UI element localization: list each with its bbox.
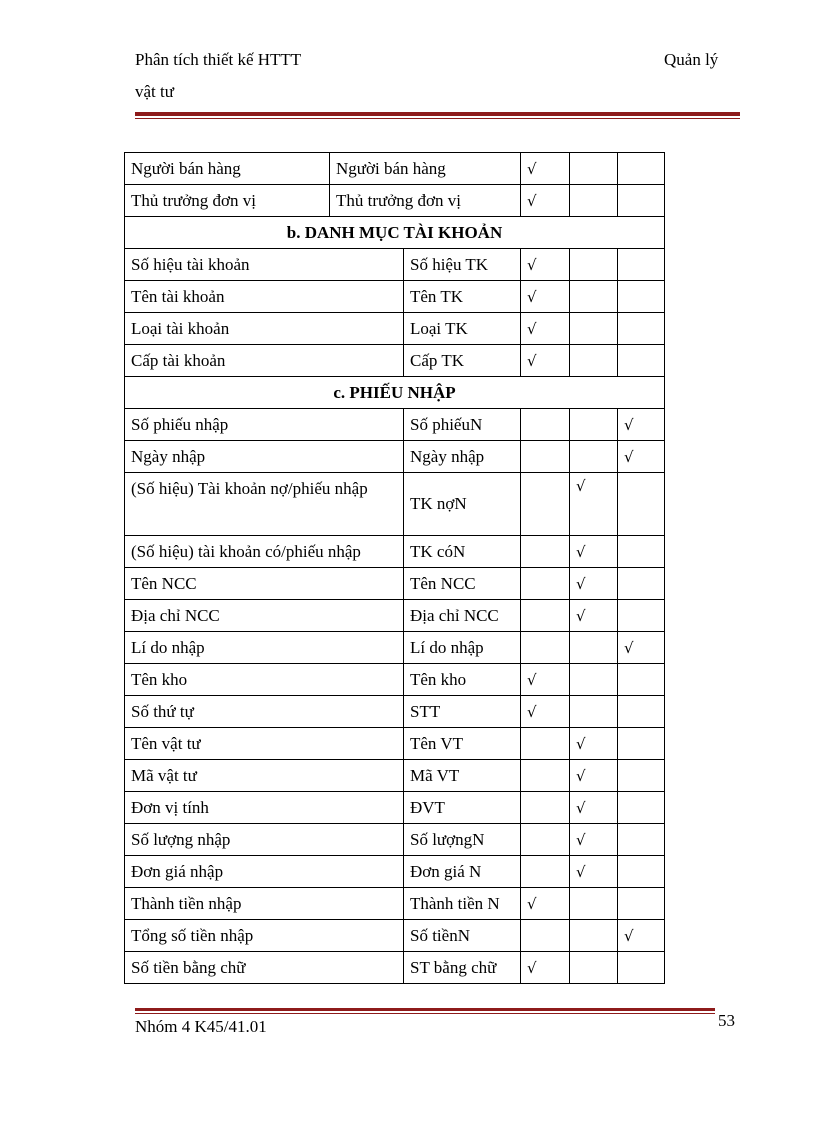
footer-divider	[135, 1008, 715, 1014]
check-cell-c2	[570, 920, 618, 952]
table-row	[125, 281, 665, 313]
check-cell-c3	[618, 345, 665, 377]
table-row	[125, 920, 665, 952]
check-cell-c3	[618, 952, 665, 984]
table-row	[125, 600, 665, 632]
check-cell-c1: √	[521, 696, 570, 728]
check-cell-c2: √	[570, 856, 618, 888]
table-row	[125, 536, 665, 568]
check-cell-c2: √	[570, 824, 618, 856]
check-cell-c1	[521, 824, 570, 856]
data-dictionary-table	[124, 152, 665, 984]
table-row	[125, 824, 665, 856]
attribute-name-cell: Tên vật tư	[125, 728, 404, 760]
header-title-continued: vật tư	[135, 82, 174, 101]
check-cell-c3	[618, 728, 665, 760]
field-name-cell: Số lượngN	[404, 824, 521, 856]
check-cell-c2: √	[570, 728, 618, 760]
check-cell-c3	[618, 249, 665, 281]
field-name-cell: TK nợN	[404, 473, 521, 536]
check-cell-c1	[521, 632, 570, 664]
check-cell-c1	[521, 568, 570, 600]
check-cell-c2: √	[570, 600, 618, 632]
check-cell-c1: √	[521, 345, 570, 377]
check-cell-c2: √	[570, 760, 618, 792]
field-name-cell: Mã VT	[404, 760, 521, 792]
section-heading-accounts: b. DANH MỤC TÀI KHOẢN	[125, 217, 665, 249]
check-cell-c1	[521, 409, 570, 441]
attribute-name-cell: Số tiền bằng chữ	[125, 952, 404, 984]
table-row	[125, 728, 665, 760]
field-name-cell: Lí do nhập	[404, 632, 521, 664]
field-name-cell: Số tiềnN	[404, 920, 521, 952]
table-row	[125, 345, 665, 377]
attribute-name-cell: (Số hiệu) Tài khoản nợ/phiếu nhập	[125, 473, 404, 536]
section-row	[125, 377, 665, 409]
field-name-cell: Số phiếuN	[404, 409, 521, 441]
attribute-name-cell: Số thứ tự	[125, 696, 404, 728]
header-right-text: Quản lý	[664, 50, 719, 69]
check-cell-c1	[521, 600, 570, 632]
check-cell-c3	[618, 536, 665, 568]
attribute-name-cell: Tên tài khoản	[125, 281, 404, 313]
check-cell-c2	[570, 281, 618, 313]
page-number: 53	[718, 1011, 735, 1030]
attribute-name-cell: Thành tiền nhập	[125, 888, 404, 920]
check-cell-c2	[570, 441, 618, 473]
field-name-cell: Loại TK	[404, 313, 521, 345]
attribute-name-cell: Số phiếu nhập	[125, 409, 404, 441]
field-name-cell: Địa chỉ NCC	[404, 600, 521, 632]
table-row	[125, 664, 665, 696]
attribute-name-cell: Loại tài khoản	[125, 313, 404, 345]
check-cell-c2	[570, 409, 618, 441]
check-cell-c1: √	[521, 888, 570, 920]
check-cell-c1	[521, 728, 570, 760]
attribute-name-cell: Cấp tài khoản	[125, 345, 404, 377]
check-cell-c1: √	[521, 153, 570, 185]
check-cell-c3	[618, 185, 665, 217]
check-cell-c3	[618, 664, 665, 696]
check-cell-c1: √	[521, 249, 570, 281]
field-name-cell: Ngày nhập	[404, 441, 521, 473]
check-cell-c2	[570, 249, 618, 281]
attribute-name-cell: Lí do nhập	[125, 632, 404, 664]
field-name-cell: Tên VT	[404, 728, 521, 760]
check-cell-c2	[570, 952, 618, 984]
check-cell-c1	[521, 792, 570, 824]
table-row	[125, 249, 665, 281]
check-cell-c3	[618, 281, 665, 313]
field-name-cell: Thủ trưởng đơn vị	[330, 185, 521, 217]
field-name-cell: Tên kho	[404, 664, 521, 696]
section-row	[125, 217, 665, 249]
field-name-cell: Cấp TK	[404, 345, 521, 377]
check-cell-c1: √	[521, 313, 570, 345]
field-name-cell: ĐVT	[404, 792, 521, 824]
check-cell-c2: √	[570, 536, 618, 568]
check-cell-c2	[570, 888, 618, 920]
footer-group: Nhóm 4 K45/41.01	[135, 1017, 267, 1036]
attribute-name-cell: Tổng số tiền nhập	[125, 920, 404, 952]
field-name-cell: TK cóN	[404, 536, 521, 568]
check-cell-c3	[618, 760, 665, 792]
section-heading-receipt: c. PHIẾU NHẬP	[125, 377, 665, 409]
table-row	[125, 632, 665, 664]
field-name-cell: ST bằng chữ	[404, 952, 521, 984]
check-cell-c1	[521, 920, 570, 952]
attribute-name-cell: Số lượng nhập	[125, 824, 404, 856]
check-cell-c3	[618, 313, 665, 345]
check-cell-c1	[521, 536, 570, 568]
field-name-cell: Tên NCC	[404, 568, 521, 600]
check-cell-c3: √	[618, 409, 665, 441]
check-cell-c3: √	[618, 920, 665, 952]
field-name-cell: Người bán hàng	[330, 153, 521, 185]
attribute-name-cell: Tên NCC	[125, 568, 404, 600]
attribute-name-cell: Thủ trưởng đơn vị	[125, 185, 330, 217]
table-row	[125, 792, 665, 824]
attribute-name-cell: Số hiệu tài khoản	[125, 249, 404, 281]
table-row	[125, 313, 665, 345]
header-title: Phân tích thiết kế HTTT	[135, 50, 302, 69]
check-cell-c1	[521, 441, 570, 473]
check-cell-c3	[618, 153, 665, 185]
check-cell-c2: √	[570, 473, 618, 536]
field-name-cell: Tên TK	[404, 281, 521, 313]
check-cell-c2: √	[570, 792, 618, 824]
check-cell-c2	[570, 345, 618, 377]
table-row	[125, 185, 665, 217]
attribute-name-cell: Tên kho	[125, 664, 404, 696]
attribute-name-cell: Đơn giá nhập	[125, 856, 404, 888]
table-row	[125, 952, 665, 984]
check-cell-c2	[570, 313, 618, 345]
table-row	[125, 696, 665, 728]
check-cell-c3	[618, 792, 665, 824]
check-cell-c1	[521, 473, 570, 536]
check-cell-c3	[618, 888, 665, 920]
check-cell-c1	[521, 760, 570, 792]
check-cell-c2	[570, 632, 618, 664]
field-name-cell: Đơn giá N	[404, 856, 521, 888]
table-row	[125, 441, 665, 473]
table-row	[125, 473, 665, 536]
field-name-cell: STT	[404, 696, 521, 728]
table-row	[125, 153, 665, 185]
check-cell-c3	[618, 856, 665, 888]
table-row	[125, 409, 665, 441]
check-cell-c1: √	[521, 664, 570, 696]
field-name-cell: Thành tiền N	[404, 888, 521, 920]
check-cell-c1: √	[521, 185, 570, 217]
check-cell-c1: √	[521, 281, 570, 313]
check-cell-c2	[570, 696, 618, 728]
table-row	[125, 888, 665, 920]
check-cell-c1: √	[521, 952, 570, 984]
check-cell-c3	[618, 696, 665, 728]
attribute-name-cell: Đơn vị tính	[125, 792, 404, 824]
check-cell-c2: √	[570, 568, 618, 600]
field-name-cell: Số hiệu TK	[404, 249, 521, 281]
check-cell-c3	[618, 568, 665, 600]
check-cell-c3	[618, 473, 665, 536]
check-cell-c2	[570, 153, 618, 185]
attribute-name-cell: (Số hiệu) tài khoản có/phiếu nhập	[125, 536, 404, 568]
attribute-name-cell: Ngày nhập	[125, 441, 404, 473]
table-row	[125, 856, 665, 888]
check-cell-c3	[618, 824, 665, 856]
check-cell-c3: √	[618, 441, 665, 473]
check-cell-c1	[521, 856, 570, 888]
check-cell-c2	[570, 664, 618, 696]
header-divider	[135, 112, 740, 119]
table-row	[125, 760, 665, 792]
attribute-name-cell: Mã vật tư	[125, 760, 404, 792]
table-row	[125, 568, 665, 600]
check-cell-c3	[618, 600, 665, 632]
check-cell-c3: √	[618, 632, 665, 664]
attribute-name-cell: Người bán hàng	[125, 153, 330, 185]
check-cell-c2	[570, 185, 618, 217]
attribute-name-cell: Địa chỉ NCC	[125, 600, 404, 632]
